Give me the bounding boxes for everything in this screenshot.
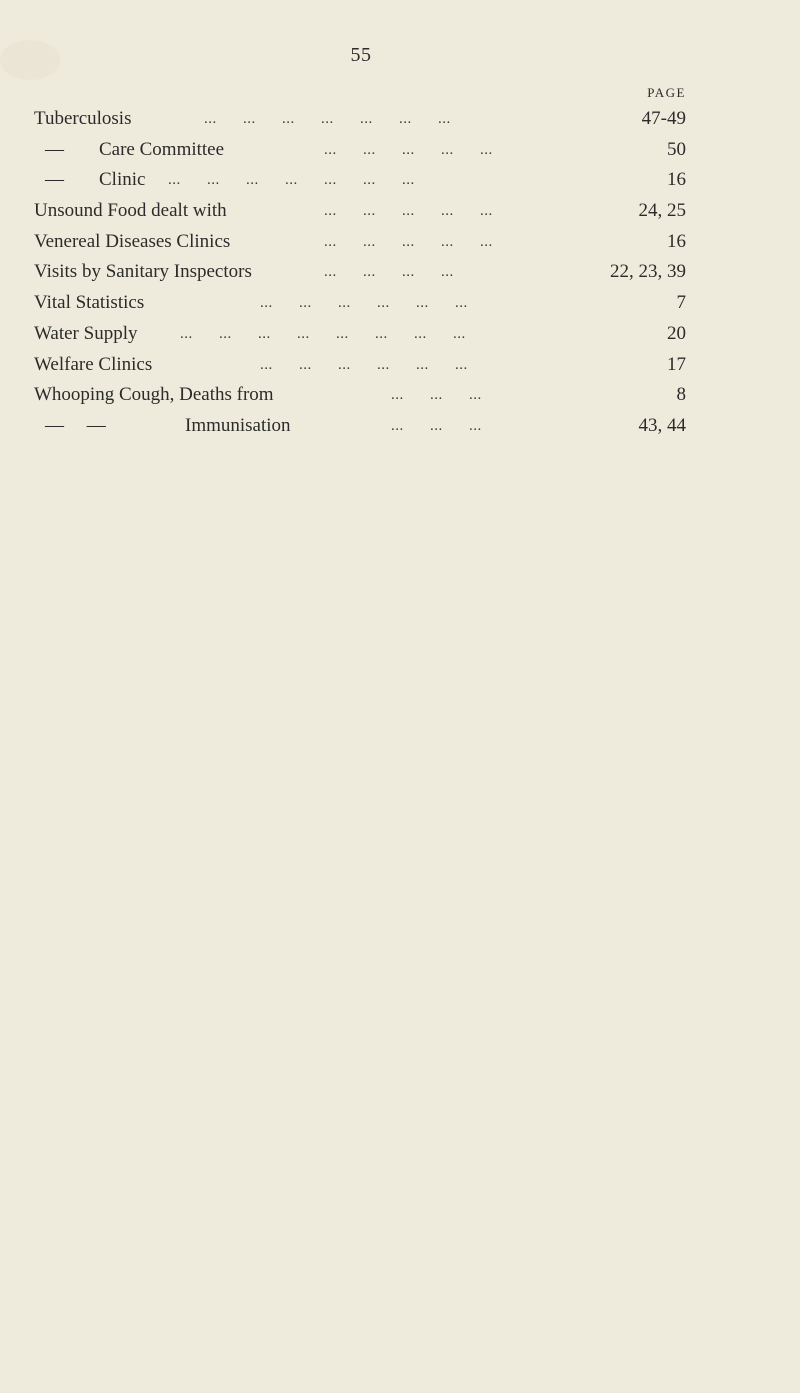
- index-row: [34, 196, 686, 227]
- index-term: Vital Statistics: [34, 292, 145, 314]
- index-row: [34, 257, 686, 288]
- index-entry: [34, 227, 230, 258]
- index-term: Whooping Cough, Deaths from: [34, 384, 274, 406]
- ditto-dash: —: [45, 138, 64, 160]
- dot-leaders: ... ... ... ...: [324, 264, 454, 281]
- index-term: Welfare Clinics: [34, 353, 153, 375]
- index-row: [34, 104, 686, 135]
- page-column-header: PAGE: [647, 85, 686, 100]
- dot-leaders: ... ... ... ... ... ... ...: [168, 172, 415, 189]
- index-term: Venereal Diseases Clinics: [34, 230, 231, 252]
- index-pages: 16: [667, 169, 686, 191]
- index-entry: [34, 104, 131, 135]
- index-row: [34, 350, 686, 381]
- index-entry: [45, 135, 224, 166]
- index-row: [34, 288, 686, 319]
- index-entry: [34, 319, 137, 350]
- page-number: 55: [350, 44, 372, 66]
- index-pages: 47-49: [641, 108, 686, 129]
- index-term: Clinic: [99, 169, 146, 191]
- index-pages: 20: [667, 322, 686, 344]
- index-pages: 50: [667, 138, 686, 160]
- index-row: [34, 227, 686, 258]
- index-row: [34, 411, 686, 442]
- index-entry: [34, 288, 144, 319]
- index-row: [34, 380, 686, 411]
- index-term: Immunisation: [185, 414, 291, 436]
- dot-leaders: ... ... ...: [391, 387, 482, 404]
- index-entry: [34, 196, 227, 227]
- index-term: Care Committee: [99, 138, 225, 160]
- dot-leaders: ... ... ...: [391, 417, 482, 434]
- index-entry: [45, 411, 291, 442]
- dot-leaders: ... ... ... ... ... ...: [260, 356, 468, 373]
- index-row: [34, 165, 686, 196]
- index-term: Visits by Sanitary Inspectors: [34, 261, 252, 283]
- ditto-dash: — —: [45, 414, 106, 436]
- ditto-dash: —: [45, 169, 64, 191]
- index-list: [34, 104, 686, 442]
- index-row: [34, 135, 686, 166]
- index-pages: 43, 44: [638, 414, 686, 436]
- index-entry: [34, 257, 252, 288]
- index-pages: 7: [676, 292, 686, 314]
- index-term: Tuberculosis: [34, 108, 132, 129]
- dot-leaders: ... ... ... ... ...: [324, 233, 493, 250]
- index-entry: [34, 350, 152, 381]
- index-pages: 17: [667, 353, 686, 375]
- dot-leaders: ... ... ... ... ... ...: [260, 295, 468, 312]
- index-pages: 22, 23, 39: [610, 261, 686, 283]
- index-entry: [34, 380, 274, 411]
- index-row: [34, 319, 686, 350]
- index-entry: [45, 165, 145, 196]
- index-term: Water Supply: [34, 322, 138, 344]
- dot-leaders: ... ... ... ... ...: [324, 203, 493, 220]
- index-pages: 16: [667, 230, 686, 252]
- index-pages: 24, 25: [638, 200, 686, 222]
- index-term: Unsound Food dealt with: [34, 200, 227, 222]
- dot-leaders: ... ... ... ... ... ... ... ...: [180, 325, 466, 342]
- index-pages: 8: [676, 384, 686, 406]
- dot-leaders: ... ... ... ... ...: [324, 141, 493, 158]
- dot-leaders: ... ... ... ... ... ... ...: [204, 111, 451, 127]
